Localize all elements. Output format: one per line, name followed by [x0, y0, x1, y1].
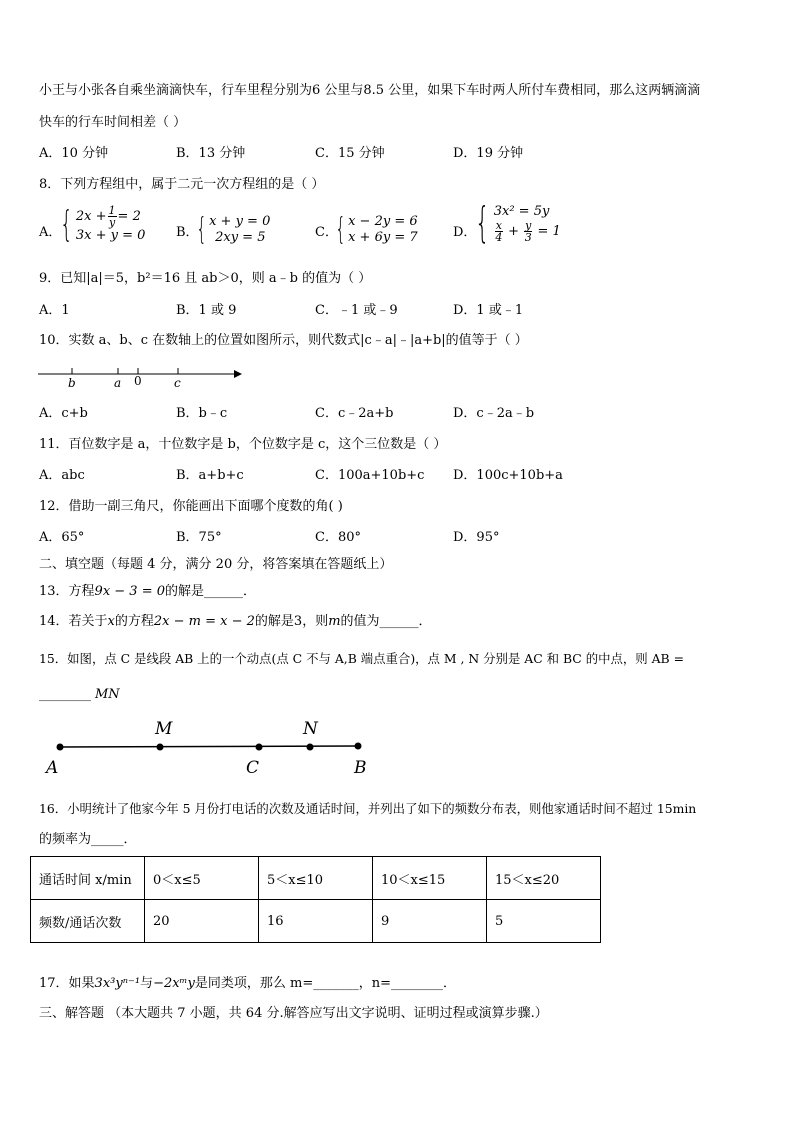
q8-a-eq1: 2x + $\frac{1}{y}$ = 2: [75, 204, 141, 229]
q8-option-c-label: C．: [315, 225, 338, 240]
q11-option-d: D．100c+10b+a: [453, 468, 563, 483]
q8-c-eq2: x + 6y = 7: [348, 230, 418, 245]
q15-stem-line2: ________ MN: [39, 687, 120, 702]
q8-c-eq1: x − 2y = 6: [348, 214, 418, 229]
q12-option-b: B．75°: [176, 530, 222, 545]
label-c: C: [246, 758, 260, 777]
table-header-cell: 15＜x≤20: [487, 857, 601, 900]
q7-stem-line1: 小王与小张各自乘坐滴滴快车，行车里程分别为6 公里与8.5 公里，如果下车时两人所付车费相同，那么这两辆滴滴: [39, 83, 701, 98]
q12-option-d: D．95°: [453, 530, 500, 545]
q13-line: 13．方程9x − 3 = 0的解是______．: [39, 584, 257, 599]
q14-line: 14．若关于x的方程2x − m = x − 2的解是3，则m的值为______．: [39, 614, 432, 629]
section2-heading: 二、填空题（每题 4 分，满分 20 分，将答案填在答题纸上）: [39, 557, 393, 572]
table-header-row: [31, 857, 601, 900]
q15-stem-line1: 15．如图，点 C 是线段 AB 上的一个动点(点 C 不与 A,B 端点重合)，点 M , N 分别是 AC 和 BC 的中点，则 AB =: [39, 651, 684, 666]
q8-option-d-system: [469, 198, 561, 247]
frequency-table: [30, 856, 601, 943]
q12-option-a: A．65°: [39, 530, 85, 545]
q12-option-c: C．80°: [315, 530, 361, 545]
q15-segment-diagram: [40, 717, 380, 777]
q11-stem: 11．百位数字是 a，十位数字是 b，个位数字是 c，这个三位数是（ ）: [39, 437, 447, 452]
q9-option-a: A．1: [39, 303, 70, 318]
table-cell: 频数/通话次数: [31, 900, 145, 943]
point-c: [256, 744, 263, 751]
point-n: [307, 744, 314, 751]
q10-option-c: C．c﹣2a+b: [315, 406, 394, 421]
brace-icon: {: [60, 203, 73, 245]
q11-option-b: B．a+b+c: [176, 468, 244, 483]
q7-stem-line2: 快车的行车时间相差（ ）: [39, 115, 187, 130]
q8-d-eq1: 3x² = 5y: [493, 203, 550, 219]
brace-icon: {: [335, 212, 346, 247]
table-cell: 5: [487, 900, 601, 943]
q9-option-c: C．﹣1 或﹣9: [315, 303, 398, 318]
q11-option-a: A．abc: [39, 468, 85, 483]
point-a: [57, 744, 64, 751]
table-cell: 9: [373, 900, 487, 943]
q7-option-d: D．19 分钟: [453, 146, 524, 161]
table-header-cell: 通话时间 x/min: [31, 857, 145, 900]
axis-label-0: 0: [134, 374, 142, 388]
q12-stem: 12．借助一副三角尺，你能画出下面哪个度数的角( ): [39, 499, 343, 514]
q16-stem-line1: 16．小明统计了他家今年 5 月份打电话的次数及通话时间，并列出了如下的频数分布表，则他家通话时间不超过 15min: [39, 801, 697, 816]
q9-stem: 9．已知|a|＝5，b²＝16 且 ab＞0，则 a﹣b 的值为（ ）: [39, 271, 372, 286]
q10-number-line: [36, 362, 256, 392]
q8-option-a-label: A．: [39, 225, 62, 240]
q9-option-d: D．1 或﹣1: [453, 303, 524, 318]
q16-stem-line2: 的频率为_____．: [39, 832, 137, 847]
label-b: B: [354, 758, 367, 777]
q8-option-d-label: D．: [453, 225, 477, 240]
q8-d-eq2: $\frac{x}{4}$ + $\frac{y}{3}$ = 1: [495, 218, 561, 244]
q8-stem: 8．下列方程组中，属于二元一次方程组的是（ ）: [39, 177, 325, 192]
q11-option-c: C．100a+10b+c: [315, 468, 425, 483]
table-cell: 16: [259, 900, 373, 943]
q8-option-c-system: [331, 214, 418, 246]
section3-heading: 三、解答题 （本大题共 7 小题，共 64 分.解答应写出文字说明、证明过程或演算步骤.）: [39, 1006, 548, 1021]
table-header-cell: 5＜x≤10: [259, 857, 373, 900]
q10-option-b: B．b﹣c: [176, 406, 228, 421]
q8-option-b-system: [192, 214, 270, 246]
arrow-right-icon: [234, 370, 242, 378]
q7-option-c: C．15 分钟: [315, 146, 385, 161]
q7-option-a: A．10 分钟: [39, 146, 109, 161]
brace-icon: {: [475, 198, 490, 247]
table-row: [31, 900, 601, 943]
q8-b-eq2: 2xy = 5: [215, 230, 266, 245]
label-n: N: [303, 719, 318, 739]
brace-icon: {: [196, 212, 207, 247]
q17-line: 17．如果3x³yⁿ⁻¹与−2xᵐy是同类项，那么 m=_______，n=________．: [39, 976, 456, 991]
q9-option-b: B．1 或 9: [176, 303, 237, 318]
table-header-cell: 10＜x≤15: [373, 857, 487, 900]
q8-b-eq1: x + y = 0: [209, 214, 271, 229]
axis-label-c: c: [174, 376, 181, 390]
point-b: [355, 743, 362, 750]
q8-a-eq2: 3x + y = 0: [75, 228, 146, 243]
q7-option-b: B．13 分钟: [176, 146, 246, 161]
point-m: [157, 744, 164, 751]
label-m: M: [155, 719, 173, 739]
q8-option-a-system: [55, 205, 145, 244]
q10-stem: 10．实数 a、b、c 在数轴上的位置如图所示，则代数式|c﹣a|﹣|a+b|的值等于（ ）: [39, 333, 528, 348]
label-a: A: [46, 758, 59, 777]
axis-label-a: a: [114, 376, 122, 390]
q10-option-d: D．c﹣2a﹣b: [453, 406, 535, 421]
axis-label-b: b: [68, 376, 76, 390]
table-header-cell: 0＜x≤5: [145, 857, 259, 900]
q10-option-a: A．c+b: [39, 406, 88, 421]
q8-option-b-label: B．: [176, 225, 199, 240]
table-cell: 20: [145, 900, 259, 943]
